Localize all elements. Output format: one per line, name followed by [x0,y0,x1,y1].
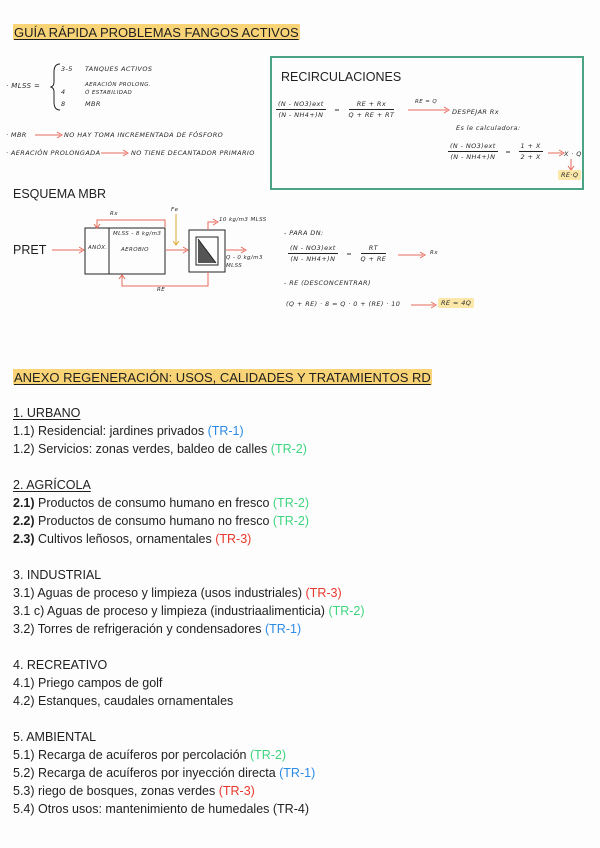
note-aeracion-right: NO TIENE DECANTADOR PRIMARIO [131,149,255,157]
section-heading: 4. RECREATIVO [13,658,108,672]
mbr-re-label: RE [157,287,166,293]
pret-label: PRET [13,243,47,257]
note-mbr-left: · MBR [6,131,27,139]
recirc-note: Es le calculadora: [456,124,521,132]
recirc-frac-1: $\frac{\text{(N - NO3)ext}}{(N - NH4+)N}$ [278,100,324,119]
recirc-eq-2: $\frac{\text{(N - NO3)ext}}{(N - NH4+)N}$ = $\frac{1 + X}{2 + X}$ [450,142,541,161]
dn-label: - PARA DN: [284,229,324,237]
annex-sections [13,404,593,818]
dn-eq: $\frac{\text{(N - NO3)ext}}{(N - NH4+)N}$ = $\frac{RT}{Q + RE}$ [290,244,387,263]
mbr-fe-label: Fe [171,207,179,213]
dn-arrow-2 [410,300,440,310]
mlss-option-1: 3-5 TANQUES ACTIVOS [61,65,153,73]
dn-frac-2: $\frac{RT}{Q + RE}$ [360,244,387,263]
list-item: 2.2) Productos de consumo humano no fresco (TR-2) [13,514,309,528]
annex-title: ANEXO REGENERACIÓN: USOS, CALIDADES Y TRATAMIENTOS RD [14,370,431,385]
recirculaciones-box [270,56,584,190]
recirc-arrow-label: RE = Q [415,99,438,105]
mlss-label: · MLSS = [6,82,41,90]
note-aeracion-left: · AERACIÓN PROLONGADA [6,149,101,157]
section-heading: 1. URBANO [13,406,81,420]
list-item: 4.2) Estanques, caudales ornamentales [13,694,234,708]
mlss-option-2: 4AERACIÓN PROLONG. Ó ESTABILIDAD [61,82,152,96]
mbr-aerobio-label: AEROBIO [121,247,149,253]
mbr-mlss-label: MLSS - 8 kg/m3 [113,231,162,237]
list-item: 2.1) Productos de consumo humano en fresco (TR-2) [13,496,309,510]
mbr-diagram [48,200,278,300]
dn-frac-1: $\frac{\text{(N - NO3)ext}}{(N - NH4+)N}$ [290,244,336,263]
list-item: 5.1) Recarga de acuíferos por percolación (TR-2) [13,748,287,762]
list-item: 3.1) Aguas de proceso y limpieza (usos industriales) (TR-3) [13,586,342,600]
recirculaciones-title: RECIRCULACIONES [281,70,402,84]
list-item: 5.2) Recarga de acuíferos por inyección directa (TR-1) [13,766,316,780]
list-item: 1.2) Servicios: zonas verdes, baldeo de calles (TR-2) [13,442,307,456]
page-title: GUÍA RÁPIDA PROBLEMAS FANGOS ACTIVOS [14,25,299,40]
recirc-action: DESPEJAR Rx [452,108,499,116]
note-mbr-arrow [34,131,64,139]
list-item: 2.3) Cultivos leñosos, ornamentales (TR-3) [13,532,252,546]
mbr-anox-label: ANÓX. [88,245,108,251]
list-item: 5.4) Otros usos: mantenimiento de humedales (TR-4) [13,802,309,816]
section-heading: 2. AGRÍCOLA [13,478,91,492]
list-item: 3.2) Torres de refrigeración y condensadores (TR-1) [13,622,302,636]
note-mbr-right: NO HAY TOMA INCREMENTADA DE FÓSFORO [64,131,224,139]
dn-target: Rx [430,250,438,256]
recirc-frac-4: $\frac{1 + X}{2 + X}$ [520,142,541,161]
dn-arrow [397,250,427,260]
section-heading: 3. INDUSTRIAL [13,568,102,582]
dn-equation: (Q + RE) · 8 = Q · 0 + (RE) · 10 [286,300,401,308]
note-aeracion-arrow [100,149,130,157]
recirc-arrow [407,105,451,115]
esquema-mbr-title: ESQUEMA MBR [13,187,107,201]
list-item: 3.1 c) Aguas de proceso y limpieza (industriaalimenticia) (TR-2) [13,604,365,618]
recirc-frac-3: $\frac{\text{(N - NO3)ext}}{(N - NH4+)N}$ [450,142,496,161]
mbr-out-bottom: Q - 0 kg/m3 MLSS [226,255,263,269]
mbr-out-top: 10 kg/m3 MLSS [219,217,267,223]
recirc-result-1: X · Q [564,150,582,158]
dn-re-label: - RE (DESCONCENTRAR) [284,279,371,287]
section-heading: 5. AMBIENTAL [13,730,97,744]
dn-result: RE = 4Q [438,298,474,308]
mlss-option-3: 8 MBR [61,100,101,108]
recirc-frac-2: $\frac{RE + Rx}{Q + RE + RT}$ [348,100,395,119]
list-item: 4.1) Priego campos de golf [13,676,163,690]
list-item: 5.3) riego de bosques, zonas verdes (TR-3) [13,784,255,798]
list-item: 1.1) Residencial: jardines privados (TR-1) [13,424,244,438]
recirc-result-2: RE·Q [558,170,581,180]
recirc-eq-1: $\frac{\text{(N - NO3)ext}}{(N - NH4+)N}$ = $\frac{RE + Rx}{Q + RE + RT}$ [278,100,395,119]
mbr-rx-label: Rx [110,211,118,217]
